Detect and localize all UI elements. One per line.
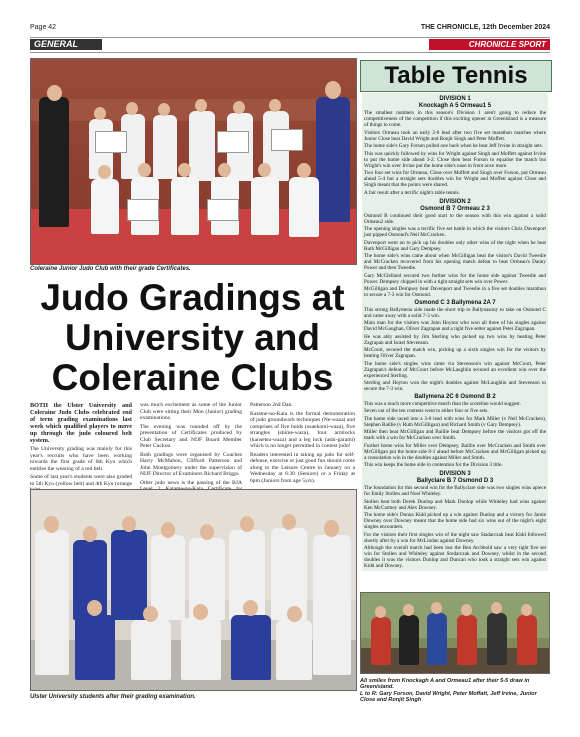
article-paragraph: Katame-no-Kata is the formal demonstration of judo groundwork techniques (Ne-waza) and comprises of five holds (osaekomi-waza), five strangles (shime-waza), four armlocks (kansetsu-waza) and a leg lock (ashi-garami) which is no longer permitted in contest judo! [250, 410, 355, 449]
university-photo-caption: Ulster University students after their grading examination. [30, 694, 196, 700]
match-report: Davenport went on to pick up his doubles only other wins of the night when he beat Ruth McGilligan and Gary Dempsey. [364, 239, 546, 252]
section-strip [30, 37, 550, 53]
section-label: GENERAL [30, 39, 102, 50]
table-tennis-body [362, 93, 548, 571]
match-report: McGilligan and Dempsey beat Davenport and Tweedie in a five set doubles marathon to secure a 7-3 win for Osmond. [364, 286, 546, 298]
publication-date: THE CHRONICLE, 12th December 2024 [420, 24, 550, 31]
page-header [30, 22, 550, 34]
article-paragraph: Both gradings were organised by Coaches Harry McMahon, Clifford Patterson and John Montgomery under the supervision of NIJF Director of Examiners Richard Briggs. [140, 451, 242, 477]
table-tennis-caption [360, 678, 550, 704]
page-number: Page 42 [30, 24, 57, 31]
match-result: Osmond B 7 Ormeau 2 3 [420, 205, 490, 212]
article-paragraph: Patterson 2nd Dan. [250, 402, 293, 408]
match-report: The opening singles was a terrific five set battle in which the visitors Chris Davenport just pipped Osmond's Neil McCracken. [364, 226, 546, 238]
match-report: Although the overall match had been lost the Ben Archbold saw a very tight five set win for Stollen and Whiteley against Stodarczak and Downey, whilst in the second doubles it was the visitors Dunlop and Duncan who took a straight sets win against Kidd and Downey. [364, 545, 546, 569]
university-judo-photo [30, 489, 357, 691]
division-heading: DIVISION 2 [439, 198, 471, 205]
article-paragraph: Other judo news is the passing of the BJA [140, 479, 242, 486]
match-result: Ballymena 2C 6 Osmond B 2 [414, 393, 496, 400]
article-paragraph: The University grading was mainly for this year's recruits who have been working towards the first grade of 6th Kyu which entitles the wearing of a red belt. [30, 446, 132, 472]
caption-main: All smiles from Knockagh A and Ormeau1 after their 5-5 draw in Greenisland. [360, 678, 530, 691]
match-report: The home side's Gary Forson pulled one back when he beat Jeff Irvine in straight sets. [364, 143, 543, 149]
match-report: Miller then beat McGilligan and Baillie beat Dempsey before the visitors got off the mark with a win for McCracken over Smith. [364, 429, 546, 441]
table-tennis-photo [360, 592, 550, 674]
match-report: This was a much more competitive match than the scoreline would suggest. [364, 400, 522, 407]
division-heading: DIVISION 1 [439, 96, 471, 102]
match-report: Further home wins for Miller over Dempsey, Baillie over McCracken and Smith over McGilligan put the home side 8-1 ahead before McCracken and McGilligan picked up a consolation win in the doubles against Miller and Smith. [364, 442, 546, 461]
brand-main: CHRONICLE [468, 40, 517, 49]
junior-photo-caption: Coleraine Junior Judo Club with their grade Certificates. [30, 266, 191, 272]
match-report: This strong Ballymena side made the short trip to Ballynasony to take on Osmond C and came away with a solid 7-3 win. [364, 306, 546, 319]
match-result: Knockagh A 5 Ormeau1 5 [418, 103, 492, 109]
match-report: For the visitors their first singles win of the night saw Stadarczak beat Kidd followed shortly after by a win for McLindan against Downey. [364, 531, 546, 544]
match-report: Osmond B continued their good start to the season with this win against a solid Ormeau2 side. [364, 212, 546, 225]
table-tennis-header [360, 60, 552, 92]
brand-sport: SPORT [518, 40, 546, 49]
division-heading: DIVISION 3 [439, 471, 471, 477]
match-report: The home side raced into a 3-0 lead with wins for Mark Miller (v Neil McCracken), Stephen Baillie (v Ruth McGilligan) and Richard Smith (v Gary Dempsey). [364, 415, 546, 428]
match-report: Stollen beat both Derek Dunlop and Mark Dunlop while Whiteley had wins against Ken McCartney and Alex Downey. [364, 498, 546, 511]
article-headline: Judo Gradings at University and Coleraine Clubs [40, 277, 345, 398]
junior-judo-photo [30, 58, 357, 265]
match-report: The foundation for this second win for the Ballyclare side was two singles wins apiece for Emily Stollen and Noel Whiteley. [364, 485, 546, 497]
match-report: Visitors Ormeau took an early 2-0 lead after two five set marathon matches where Junior Close beat David Wright and Ronjit Singh and Peter Moffett. [364, 129, 546, 142]
match-report: Gary McClelland secured two further wins for the home side against Tweedie and Power. Dempsey chipped in with a tight straight sets win over Power. [364, 272, 546, 285]
match-report: The smallest numbers in this season's Division 1 aren't going to reduce the competitiveness of the competition if this exciting opener at Greenisland is a measure of things to come. [364, 110, 546, 128]
article-paragraph: The evening was rounded off by the presentation of Certificates produced by Club Secretary and NIJF Board Member Peter Cuckoo. [140, 423, 242, 449]
match-result: Osmond C 3 Ballymena 2A 7 [414, 299, 496, 306]
match-report: Sterling and Hoyton won the night's doubles against McLaughlin and Stevenson to secure the 7-3 win. [364, 380, 546, 392]
article-lead: BOTH the Ulster University and Coleraine Judo Clubs celebrated end of term grading examinations last week which qualified players to move up through the judo coloured belt system. [30, 402, 132, 444]
match-report: The home side's Donna Kidd picked up a win against Dunlop and a victory for Jamie Downey over Downey meant that the home side had six wins out of the night's eight singles encounters. [364, 512, 546, 530]
article-column-2 [140, 402, 242, 501]
match-report: Two four set wins for Ormeau, Close over Moffett and Singh over Forson, put Ormeau ahead 5-4 but a straight sets doubles win for Wright and Moffett against Close and Singh meant that the points were shared. [364, 170, 546, 188]
article-paragraph: Some of last year's students were also graded to 5th Kyu (yellow belt) and 4th Kyu (orange [30, 474, 132, 487]
match-report: Seven out of the ten contests went to either four or five sets. [364, 408, 489, 414]
match-report: Main man for the visitors was John Hoyton who won all three of his singles against David McGaughan, Oliver Zagrapan and a tight five setter against Peter Zagrapan. [364, 320, 546, 332]
table-tennis-title: Table Tennis [384, 62, 528, 89]
match-report: A fair result after a terrific night's table tennis. [364, 189, 460, 196]
match-report: He was ably assisted by Jim Sterling who picked up two wins by beating Peter Zagrapan and Israel Stevenson. [364, 333, 546, 346]
brand-label [429, 39, 550, 50]
caption-names: L to R: Gary Forson, David Wright, Peter Moffatt, Jeff Irvine, Junior Close and Ronjit Singh [360, 690, 537, 704]
article-column-3 [250, 402, 355, 486]
match-result: Ballyclare B 7 Osmond D 3 [416, 478, 494, 484]
match-report: The home side's wins came about when McGilligan beat the visitor's David Tweedie and McCracken recovered from his opening match defeat to beat Ormeau's Danny Power and then Tweedie. [364, 253, 546, 271]
article-paragraph: Readers interested in taking up judo for self-defense, exercise or just good fun should come along to the Leisure Centre in January on a Wednesday at 6:30 (Seniors) or a Friday at 6pm (Juniors from age 5yrs). [250, 451, 356, 484]
article-paragraph: was much excitement as some of the Junior Club were sitting their Mon (Junior) grading examinations. [140, 402, 242, 421]
match-report: The home side's singles wins came via Stevenson's win against McCourt, Peter Zagrapan's defeat of McCourt before McLaughlin secured an excellent win over the experienced Sterling. [364, 360, 546, 379]
match-report: This was quickly followed by wins for Wright against Singh and Moffett against Irvine to put the home side ahead 3-2. Close then beat Forson to equalise the match but Wright's win over Irvine put the home side's nose in front once more. [364, 150, 546, 169]
match-report: McCourt, secured the match win, picking up a sixth singles win for the visitors by beating Oliver Zagrapan. [364, 347, 546, 359]
match-report: This win keeps the home side in contention for the Division 3 title. [364, 462, 503, 468]
